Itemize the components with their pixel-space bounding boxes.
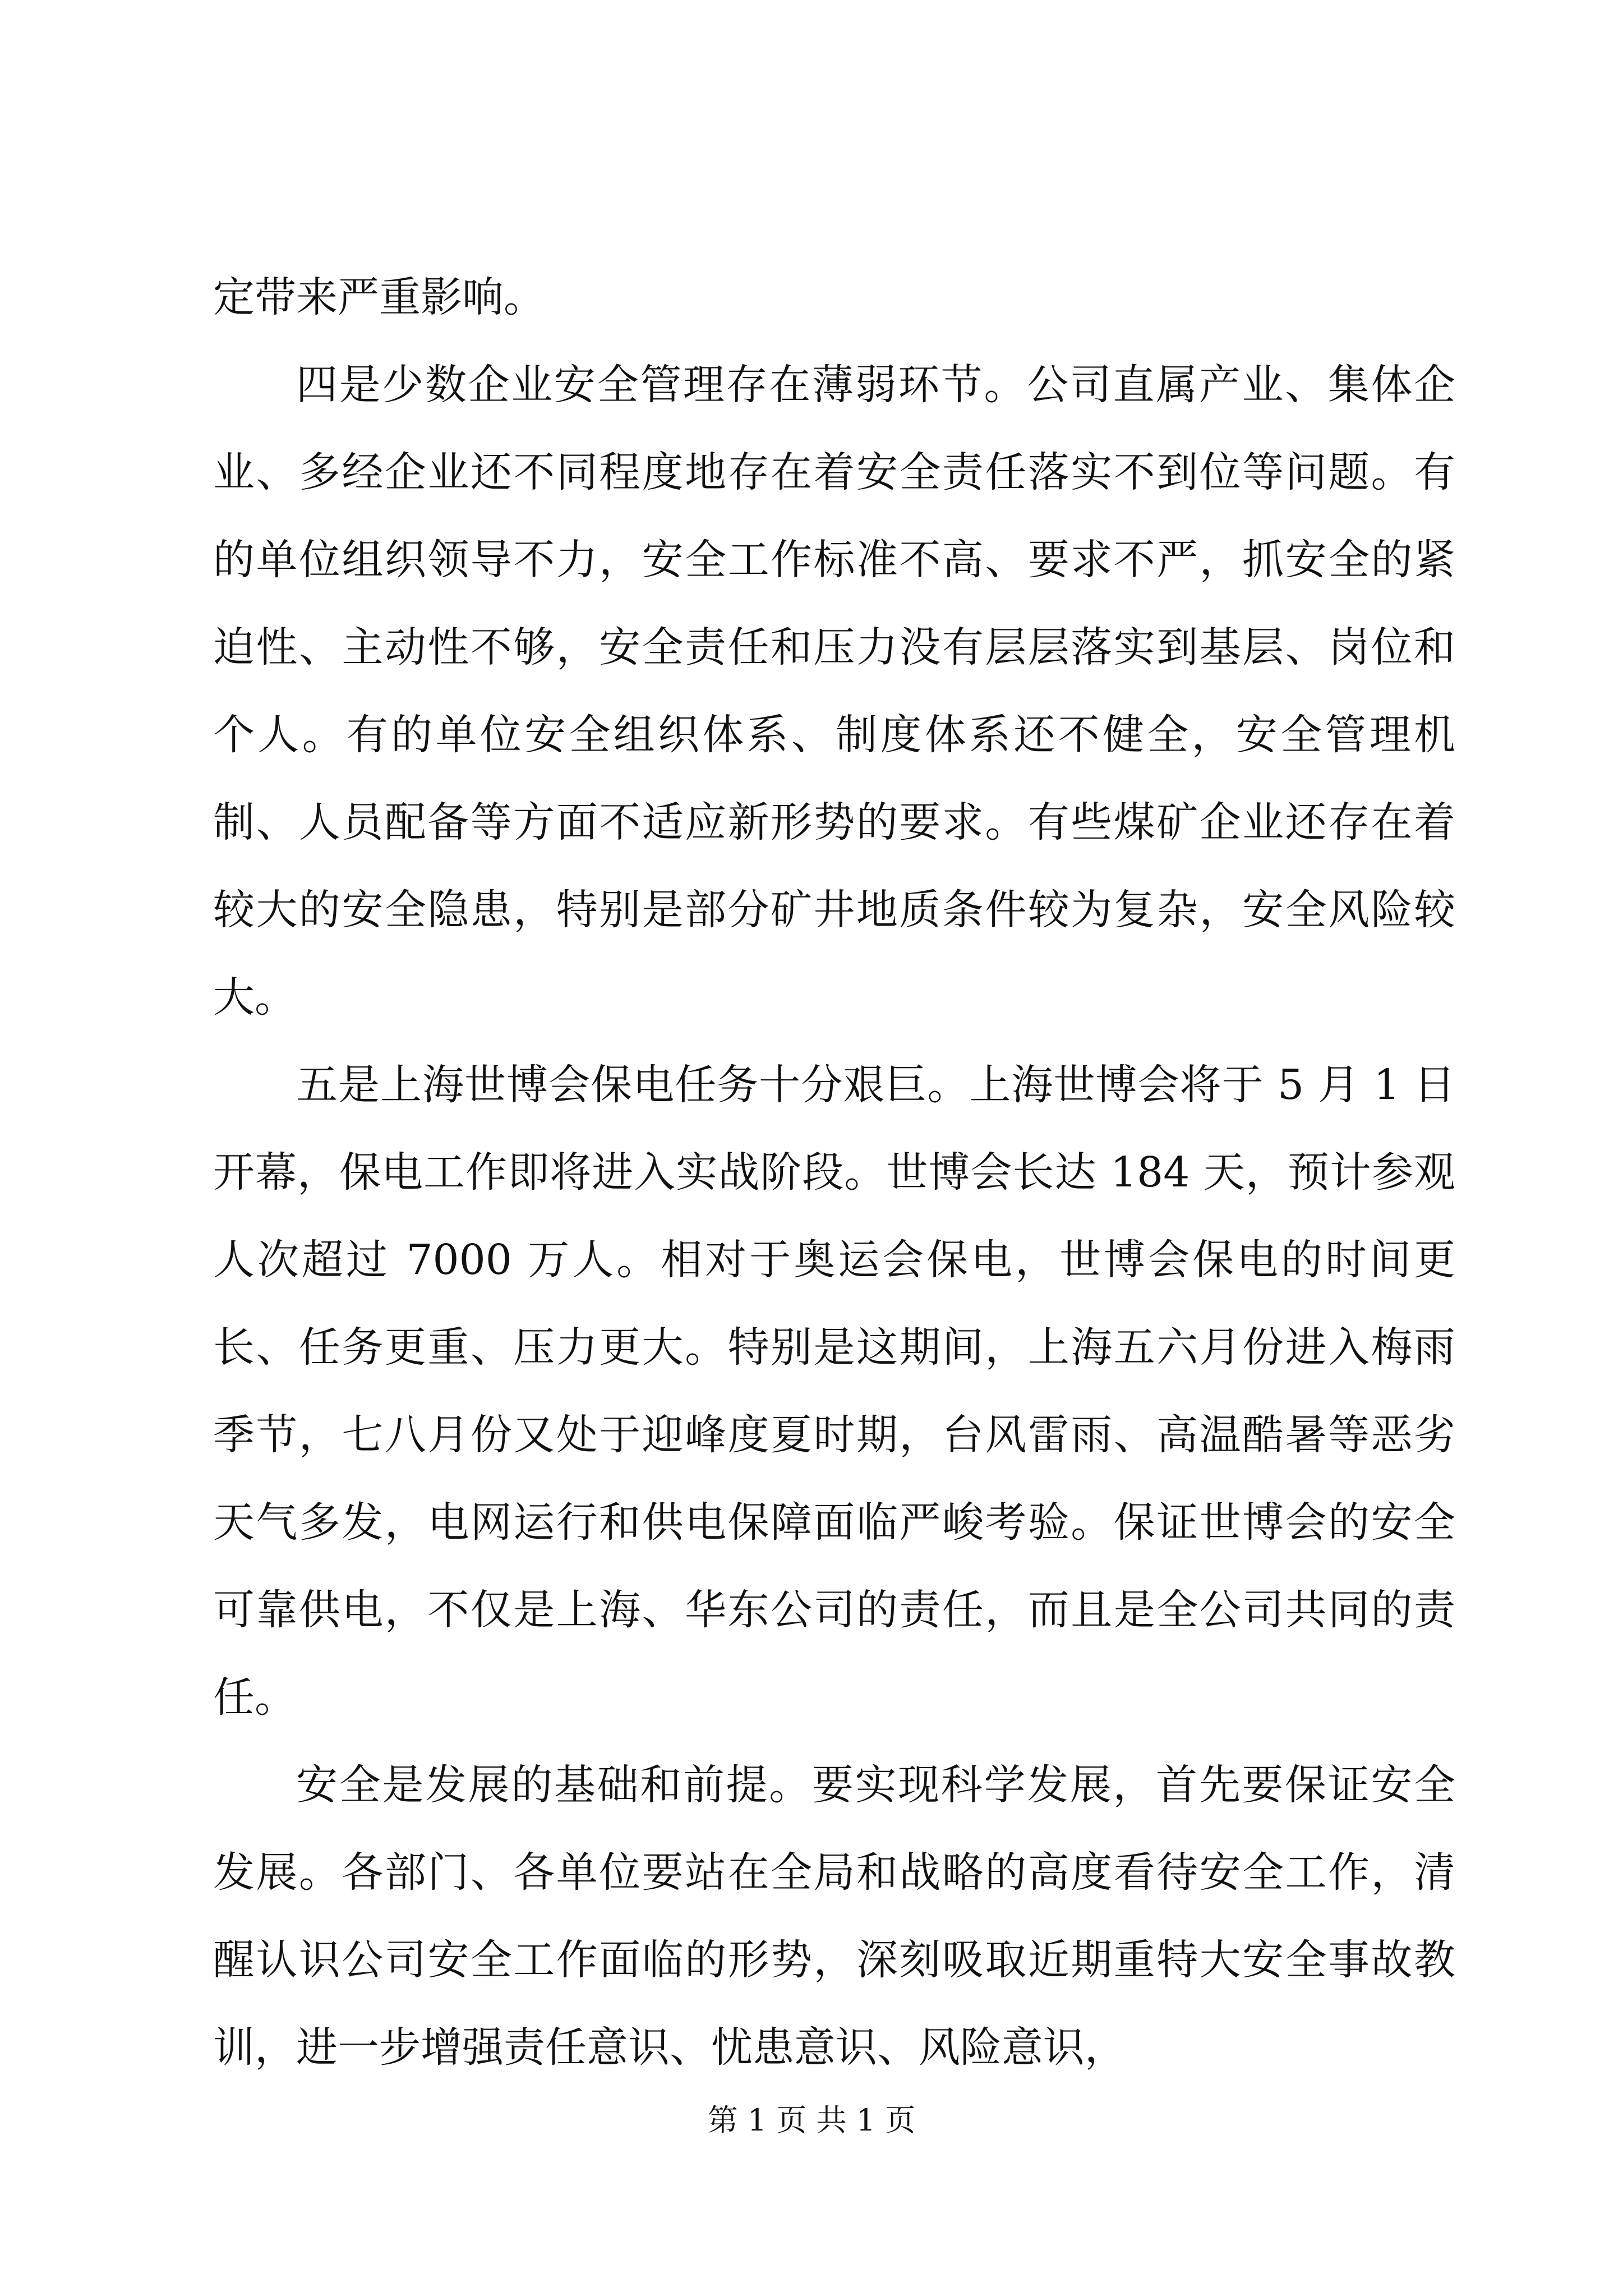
paragraph-safety-foundation: 安全是发展的基础和前提。要实现科学发展，首先要保证安全发展。各部门、各单位要站在全局和战略的高度看待安全工作，清醒认识公司安全工作面临的形势，深刻吸取近期重特大安全事故教训，进一步增强责任意识、忧患意识、风险意识， (213, 1761, 1455, 2072)
page-footer: 第 1 页 共 1 页 (707, 2102, 916, 2138)
paragraph-continuation: 定带来严重影响。 (213, 273, 545, 321)
paragraph-point-four: 四是少数企业安全管理存在薄弱环节。公司直属产业、集体企业、多经企业还不同程度地存在着安全责任落实不到位等问题。有的单位组织领导不力，安全工作标准不高、要求不严，抓安全的紧迫性、主动性不够，安全责任和压力没有层层落实到基层、岗位和个人。有的单位安全组织体系、制度体系还不健全，安全管理机制、人员配备等方面不适应新形势的要求。有些煤矿企业还存在着较大的安全隐患，特别是部分矿井地质条件较为复杂，安全风险较大。 (213, 361, 1455, 1022)
paragraph-point-five: 五是上海世博会保电任务十分艰巨。上海世博会将于 5 月 1 日开幕，保电工作即将进入实战阶段。世博会长达 184 天，预计参观人次超过 7000 万人。相对于奥运会保电，世博会保电的时间更长、任务更重、压力更大。特别是这期间，上海五六月份进入梅雨季节，七八月份又处于迎峰度夏时期，台风雷雨、高温酷暑等恶劣天气多发，电网运行和供电保障面临严峻考验。保证世博会的安全可靠供电，不仅是上海、华东公司的责任，而且是全公司共同的责任。 (213, 1061, 1455, 1722)
body-text (213, 254, 1455, 2091)
